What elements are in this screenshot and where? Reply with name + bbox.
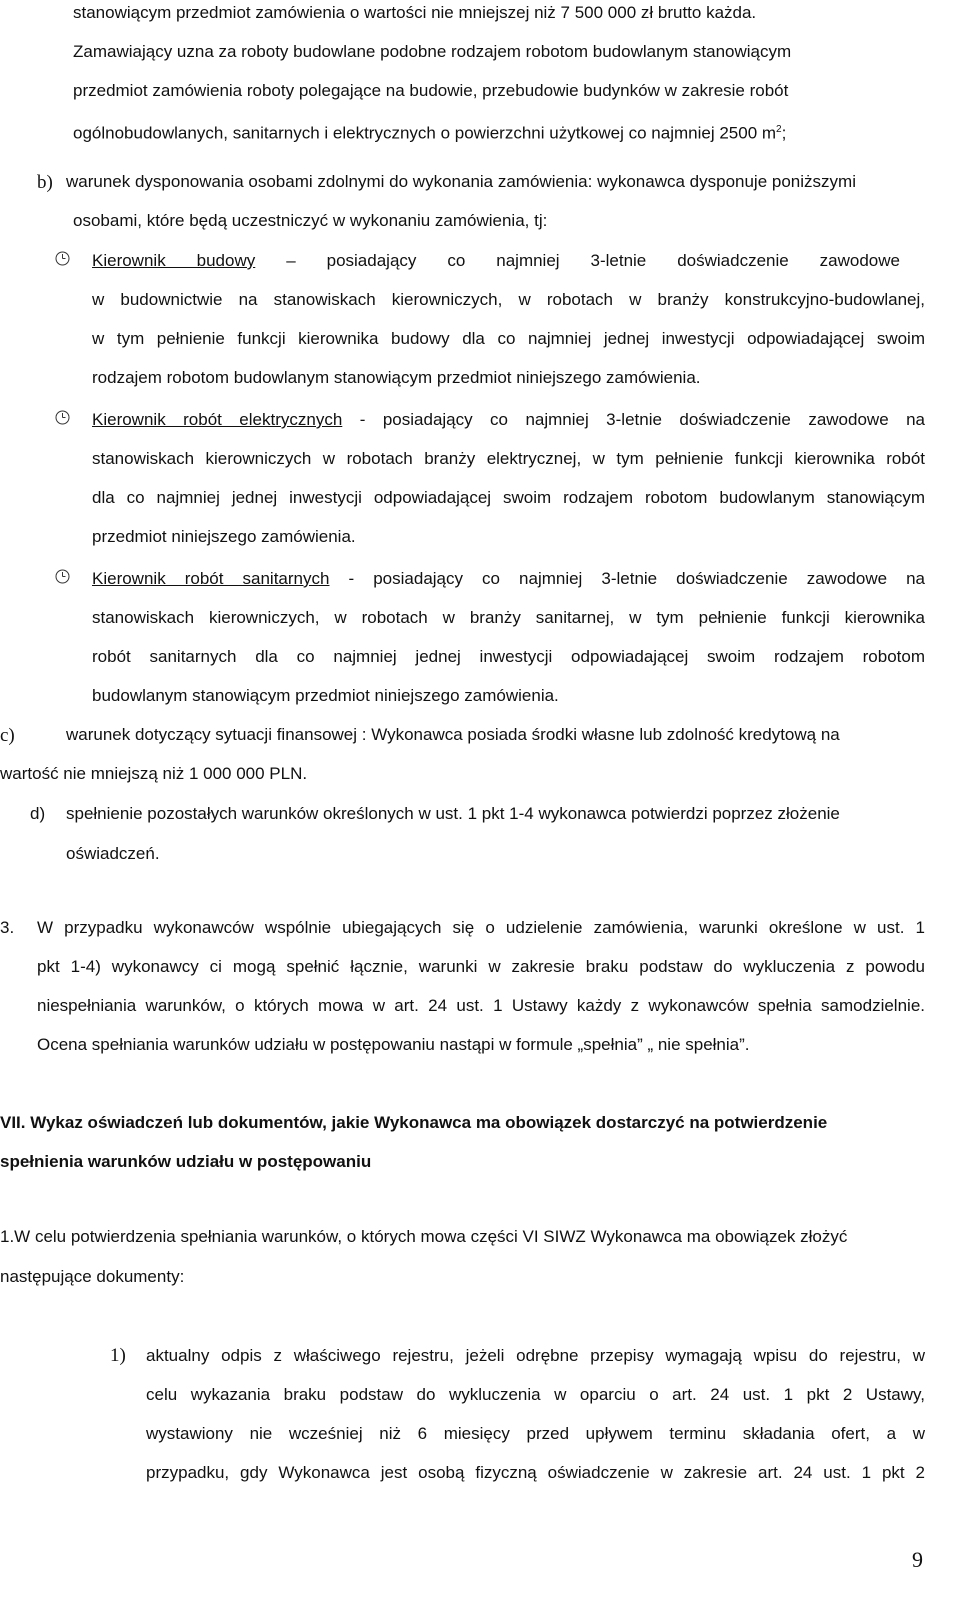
text-line: osobami, które będą uczestniczyć w wykonaniu zamówienia, tj: — [73, 211, 548, 230]
text-span: ; — [781, 123, 787, 143]
text-line: warunek dotyczący sytuacji finansowej : Wykonawca posiada środki własne lub zdolność kredytową na — [66, 725, 840, 744]
text-line: wystawiony nie wcześniej niż 6 miesięcy przed upływem terminu składania ofert, a w — [146, 1424, 925, 1443]
clock-bullet-icon — [55, 251, 70, 266]
clock-bullet-icon — [55, 410, 70, 425]
text-line — [92, 409, 925, 431]
text-line: stanowiącym przedmiot zamówienia o wartości nie mniejszej niż 7 500 000 zł brutto każda. — [73, 3, 757, 22]
text-line: Ocena spełniania warunków udziału w postępowaniu nastąpi w formule „spełnia” „ nie spełnia”. — [37, 1035, 750, 1054]
text-line: W przypadku wykonawców wspólnie ubiegających się o udzielenie zamówienia, warunki określone w ust. 1 — [37, 918, 925, 937]
text-line: budowlanym stanowiącym przedmiot niniejszego zamówienia. — [92, 686, 559, 705]
list-marker: 3. — [0, 918, 15, 937]
list-marker: 1) — [110, 1345, 126, 1366]
list-marker: d) — [30, 804, 46, 823]
text-line: rodzajem robotom budowlanym stanowiącym przedmiot niniejszego zamówienia. — [92, 368, 701, 387]
role-title: Kierownik budowy — [92, 251, 256, 270]
clock-bullet-icon — [55, 569, 70, 584]
section-heading: VII. Wykaz oświadczeń lub dokumentów, jakie Wykonawca ma obowiązek dostarczyć na potwierdzenie — [0, 1113, 828, 1132]
text-line: warunek dysponowania osobami zdolnymi do wykonania zamówienia: wykonawca dysponuje poniższymi — [66, 172, 856, 191]
text-line: przypadku, gdy Wykonawca jest osobą fizyczną oświadczenie w zakresie art. 24 ust. 1 pkt 2 — [146, 1463, 925, 1482]
text-line: dla co najmniej jednej inwestycji odpowiadającej swoim rodzajem robotom budowlanym stanowiącym — [92, 488, 925, 507]
text-line: 1.W celu potwierdzenia spełniania warunków, o których mowa części VI SIWZ Wykonawca ma obowiązek złożyć — [0, 1227, 848, 1246]
section-heading: spełnienia warunków udziału w postępowaniu — [0, 1152, 372, 1171]
dash: – — [286, 251, 296, 270]
text-line: przedmiot niniejszego zamówienia. — [92, 527, 356, 546]
text-line: wartość nie mniejszą niż 1 000 000 PLN. — [0, 764, 308, 783]
text-line — [73, 119, 786, 145]
text-line: przedmiot zamówienia roboty polegające na budowie, przebudowie budynków w zakresie robót — [73, 81, 789, 100]
list-marker: b) — [37, 172, 53, 193]
text-line: aktualny odpis z właściwego rejestru, jeżeli odrębne przepisy wymagają wpisu do rejestru, w — [146, 1346, 925, 1365]
text-line: celu wykazania braku podstaw do wykluczenia w oparciu o art. 24 ust. 1 pkt 2 Ustawy, — [146, 1385, 925, 1404]
role-title: Kierownik robót elektrycznych — [92, 410, 343, 429]
text-span: posiadający co najmniej 3-letnie doświadczenie zawodowe na — [382, 410, 925, 429]
text-line: stanowiskach kierowniczych w robotach branży elektrycznej, w tym pełnienie funkcji kierownika robót — [92, 449, 925, 468]
text-line: robót sanitarnych dla co najmniej jednej inwestycji odpowiadającej swoim rodzajem robotom — [92, 647, 925, 666]
text-span: ogólnobudowlanych, sanitarnych i elektrycznych o powierzchni użytkowej co najmniej 2500 m — [73, 123, 777, 143]
superscript: 2 — [776, 124, 782, 135]
text-line: oświadczeń. — [66, 844, 160, 863]
text-span: posiadający co najmniej 3-letnie doświadczenie zawodowe — [326, 251, 900, 270]
text-line: w budownictwie na stanowiskach kierowniczych, w robotach w branży konstrukcyjno-budowlanej, — [92, 290, 925, 309]
text-line: pkt 1-4) wykonawcy ci mogą spełnić łącznie, warunki w zakresie braku podstaw do wykluczenia z powodu — [37, 957, 925, 976]
dash: - — [348, 569, 355, 588]
text-line: w tym pełnienie funkcji kierownika budowy dla co najmniej jednej inwestycji odpowiadającej swoim — [92, 329, 925, 348]
role-title: Kierownik robót sanitarnych — [92, 569, 330, 588]
dash: - — [359, 410, 366, 429]
text-line: następujące dokumenty: — [0, 1267, 185, 1286]
text-line: niespełniania warunków, o których mowa w art. 24 ust. 1 Ustawy każdy z wykonawców spełnia samodzielnie. — [37, 996, 925, 1015]
text-line — [92, 568, 925, 590]
text-line: stanowiskach kierowniczych, w robotach w branży sanitarnej, w tym pełnienie funkcji kierownika — [92, 608, 925, 627]
text-span: posiadający co najmniej 3-letnie doświadczenie zawodowe na — [373, 569, 925, 588]
text-line: Zamawiający uzna za roboty budowlane podobne rodzajem robotom budowlanym stanowiącym — [73, 42, 792, 61]
text-line — [92, 250, 900, 272]
page-number: 9 — [912, 1547, 923, 1572]
text-line: spełnienie pozostałych warunków określonych w ust. 1 pkt 1-4 wykonawca potwierdzi poprzez złożenie — [66, 804, 840, 823]
list-marker: c) — [0, 725, 15, 746]
